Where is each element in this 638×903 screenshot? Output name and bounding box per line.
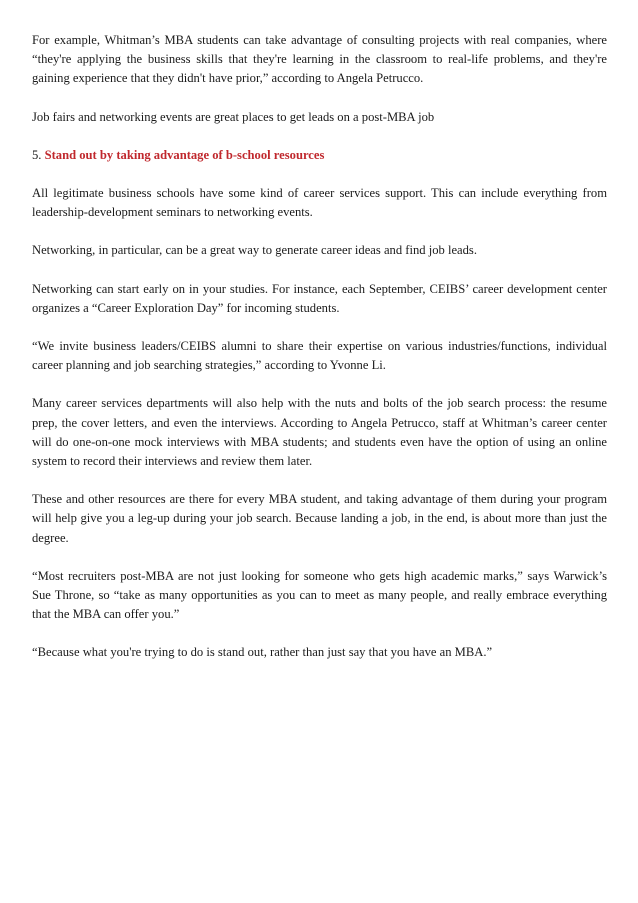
section-heading [32,146,607,165]
paragraph-mba-resources: These and other resources are there for every MBA student, and taking advantage of them during your program will help give you a leg-up during your job search. Because landing a job, in the end, is about more than just the degree. [32,492,607,545]
paragraph-stand-out-quote: “Because what you're trying to do is stand out, rather than just say that you have an MBA.” [32,645,493,660]
section-title: Stand out by taking advantage of b-school resources [44,147,325,162]
paragraph-consulting-projects: For example, Whitman’s MBA students can take advantage of consulting projects with real companies, where “they're applying the business skills that they're learning in the classroom to real-life problems, and they're gaining experience that they didn't have prior,” according to Angela Petrucco. [32,33,607,86]
paragraph-yvonne-li-quote: “We invite business leaders/CEIBS alumni to share their expertise on various industries/functions, individual career planning and job searching strategies,” according to Yvonne Li. [32,339,607,373]
paragraph-sue-throne-quote: “Most recruiters post-MBA are not just looking for someone who gets high academic marks,” says Warwick’s Sue Throne, so “take as many opportunities as you can to meet as many people, and really embrace everything that the MBA can offer you.” [32,568,607,622]
section-number: 5. [32,147,42,162]
paragraph-ceibs-career-day: Networking can start early on in your studies. For instance, each September, CEIBS’ career development center organizes a “Career Exploration Day” for incoming students. [32,281,607,315]
paragraph-career-services: All legitimate business schools have some kind of career services support. This can include everything from leadership-development seminars to networking events. [32,186,607,220]
paragraph-networking: Networking, in particular, can be a great way to generate career ideas and find job leads. [32,243,477,258]
paragraph-job-fairs: Job fairs and networking events are great places to get leads on a post-MBA job [32,109,435,124]
paragraph-job-search-process: Many career services departments will also help with the nuts and bolts of the job search process: the resume prep, the cover letters, and even the interviews. According to Angela Petrucco, staff at Whitman’s career center will do one-on-one mock interviews with MBA students; and students even have the option of using an online system to record their interviews and review them later. [32,396,607,469]
